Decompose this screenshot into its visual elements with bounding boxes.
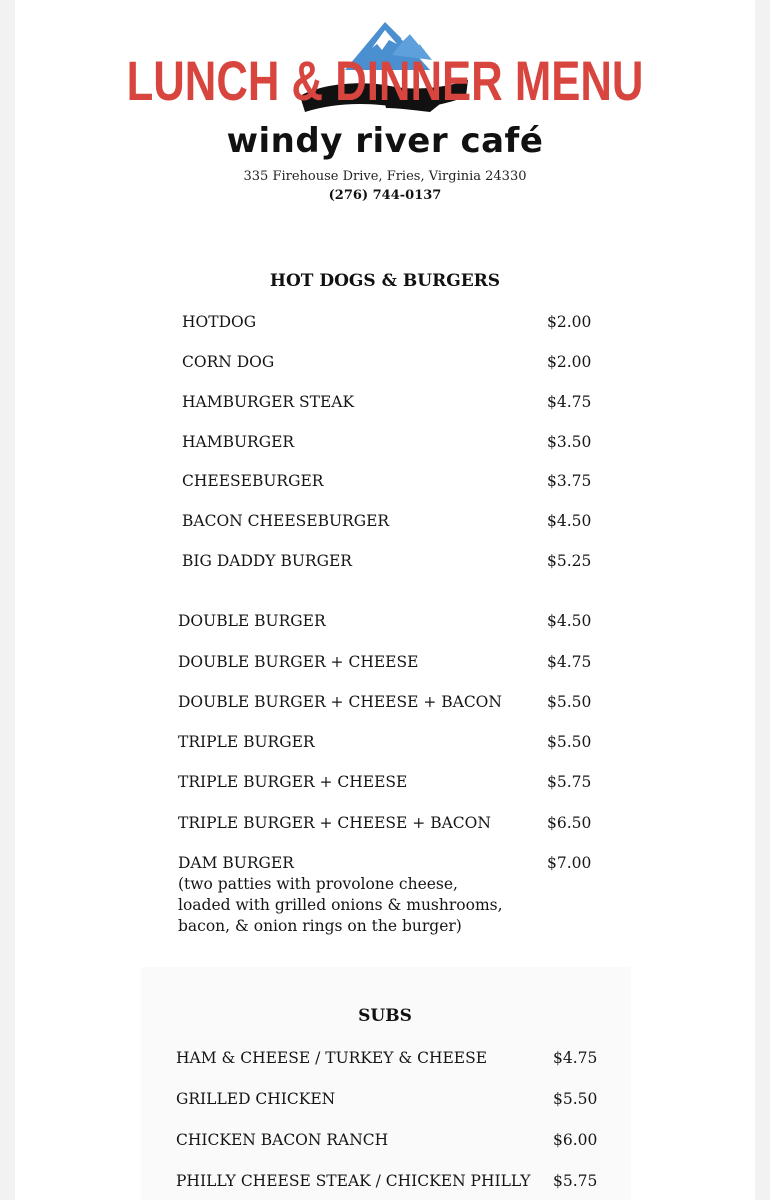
menu-item-name: BACON CHEESEBURGER (182, 512, 390, 530)
menu-item-price: $5.50 (553, 1090, 598, 1108)
menu-item-price: $2.00 (547, 313, 592, 331)
menu-item-name: GRILLED CHICKEN (176, 1090, 336, 1108)
menu-item-price: $6.50 (547, 814, 592, 832)
cafe-name: windy river café (226, 121, 544, 161)
menu-item-price: $3.50 (547, 433, 592, 451)
dam-burger-description: (two patties with provolone cheese, loaded with grilled onions & mushrooms, bacon, & onion rings on the burger) (178, 875, 503, 935)
subs-panel (141, 967, 631, 1200)
menu-item-name: BIG DADDY BURGER (182, 552, 352, 570)
menu-item-name: CHEESEBURGER (182, 472, 324, 490)
menu-item-name: HAM & CHEESE / TURKEY & CHEESE (176, 1049, 488, 1067)
cafe-phone: (276) 744-0137 (328, 188, 442, 203)
menu-item-price: $5.75 (553, 1172, 598, 1190)
menu-title: LUNCH & DINNER MENU (126, 49, 644, 112)
menu-item-price: $7.00 (547, 854, 592, 872)
menu-item-price: $6.00 (553, 1131, 598, 1149)
menu-item-name: HOTDOG (182, 313, 257, 331)
menu-item-name: TRIPLE BURGER (178, 733, 315, 751)
menu-item-price: $3.75 (547, 472, 592, 490)
menu-item-name: DOUBLE BURGER + CHEESE (178, 653, 419, 671)
menu-item-name: PHILLY CHEESE STEAK / CHICKEN PHILLY (176, 1172, 531, 1190)
menu-item-price: $2.00 (547, 353, 592, 371)
menu-item-price: $4.75 (547, 393, 592, 411)
menu-item-name: TRIPLE BURGER + CHEESE + BACON (178, 814, 491, 832)
menu-item-name: DOUBLE BURGER + CHEESE + BACON (178, 693, 502, 711)
menu-item-price: $4.50 (547, 612, 592, 630)
menu-item-price: $5.50 (547, 733, 592, 751)
menu-item-price: $5.75 (547, 773, 592, 791)
menu-item-name: HAMBURGER (182, 433, 295, 451)
menu-item-name: HAMBURGER STEAK (182, 393, 355, 411)
menu-item-price: $5.50 (547, 693, 592, 711)
menu-item-price: $5.25 (547, 552, 592, 570)
menu-item-name: CHICKEN BACON RANCH (176, 1131, 389, 1149)
section-heading-subs: SUBS (358, 1006, 412, 1026)
menu-item-price: $4.50 (547, 512, 592, 530)
menu-item-price: $4.75 (553, 1049, 598, 1067)
menu-item-name: TRIPLE BURGER + CHEESE (178, 773, 408, 791)
menu-item-price: $4.75 (547, 653, 592, 671)
menu-item-name: DOUBLE BURGER (178, 612, 326, 630)
menu-item-name: DAM BURGER (178, 854, 294, 872)
menu-item-name: CORN DOG (182, 353, 275, 371)
section-heading-hot-dogs-burgers: HOT DOGS & BURGERS (269, 271, 501, 291)
cafe-address: 335 Firehouse Drive, Fries, Virginia 24330 (243, 169, 527, 184)
